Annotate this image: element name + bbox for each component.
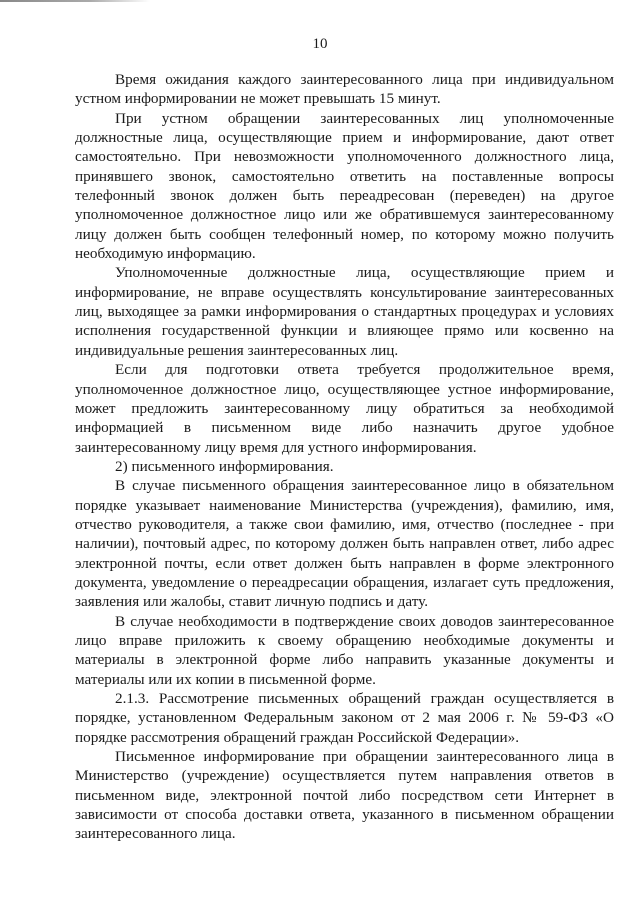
paragraph-waiting-time: Время ожидания каждого заинтересованного лица при индивидуальном устном информировании не может превышать 15 минут. bbox=[75, 71, 614, 108]
paragraph-section-2-1-3: 2.1.3. Рассмотрение письменных обращений граждан осуществляется в порядке, установленном Федеральным законом от 2 мая 2006 г. № 59-ФЗ «О порядке рассмотрения обращений граждан Российской Федерации». bbox=[75, 690, 614, 746]
paragraph-consulting-limits: Уполномоченные должностные лица, осуществляющие прием и информирование, не вправе осуществлять консультирование заинтересованных лиц, выходящее за рамки информирования о стандартных процедурах и условиях исполнения государственной функции и влияющее прямо или косвенно на индивидуальные решения заинтересованных лиц. bbox=[75, 264, 614, 359]
document-body bbox=[75, 70, 614, 844]
paragraph-attachments: В случае необходимости в подтверждение своих доводов заинтересованное лицо вправе приложить к своему обращению необходимые документы и материалы в электронной форме либо направить указанные документы и материалы или их копии в письменной форме. bbox=[75, 612, 614, 688]
paragraph-oral-appeal: При устном обращении заинтересованных лиц уполномоченные должностные лица, осуществляющие прием и информирование, дают ответ самостоятельно. При невозможности уполномоченного должностного лица, принявшего звонок, самостоятельно ответить на поставленные вопросы телефонный звонок должен быть переадресован (переведен) на другое уполномоченное должностное лицо или же обратившемуся заинтересованному лицу должен быть сообщен телефонный номер, по которому можно получить необходимую информацию. bbox=[75, 109, 614, 263]
paragraph-written-informing: Письменное информирование при обращении заинтересованного лица в Министерство (учреждение) осуществляется путем направления ответов в письменном виде, электронной почтой либо посредством сети Интернет в зависимости от способа доставки ответа, указанного в письменном обращении заинтересованного лица. bbox=[75, 748, 614, 843]
paragraph-written-heading: 2) письменного информирования. bbox=[115, 457, 334, 475]
paragraph-long-preparation: Если для подготовки ответа требуется продолжительное время, уполномоченное должностное лицо, осуществляющее устное информирование, может предложить заинтересованному лицу обратиться за необходимой информацией в письменном виде либо назначить другое удобное заинтересованному лицу время для устного информирования. bbox=[75, 361, 614, 456]
page-number: 10 bbox=[312, 36, 328, 52]
paragraph-written-appeal: В случае письменного обращения заинтересованное лицо в обязательном порядке указывает наименование Министерства (учреждения), фамилию, имя, отчество руководителя, а также свои фамилию, имя, отчество (последнее - при наличии), почтовый адрес, по которому должен быть направлен ответ, либо адрес электронной почты, если ответ должен быть направлен в форме электронного документа, уведомление о переадресации обращения, излагает суть предложения, заявления или жалобы, ставит личную подпись и дату. bbox=[75, 477, 614, 611]
scan-edge-mark bbox=[0, 0, 150, 2]
